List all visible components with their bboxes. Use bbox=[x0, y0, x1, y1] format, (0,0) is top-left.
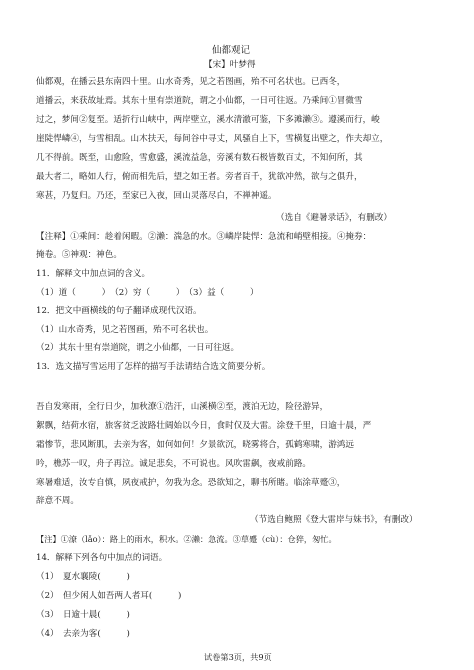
passage2-line: 絮飘，结荷水宿，旅客贫乏波路壮阔始以今日，食时仅及大雷。涂登千里，日逾十晨，严 bbox=[36, 421, 372, 431]
passage-line: 仙都观，在播云县东南四十里。山水奇秀，见之若图画，殆不可名状也。已西冬， bbox=[36, 77, 346, 87]
question-11-items: （1）道（ ） （2）穷（ ） （3）益（ ） bbox=[36, 288, 259, 298]
question-12-stem: 12．把文中画横线的句子翻译成现代汉语。 bbox=[36, 306, 202, 316]
passage-line: 最大者二，略如人行，俯而相先后，望之如王者。旁者百千，犹欲冲然，欲与之俱升， bbox=[36, 172, 363, 182]
passage2-line: 吾自发寒雨，全行日少，加秋潦①浩汗，山溪横②至，渡泊无边，险径游异， bbox=[36, 402, 329, 412]
question-14-stem: 14．解释下列各句中加点的词语。 bbox=[36, 553, 168, 563]
question-14-item: （3） 日逾十晨( ) bbox=[36, 610, 130, 620]
annotation-line: 【注】①潦（lǎo）：路上的雨水，积水。②濑：急流。③草蹙（cù）：仓猝，匆忙。 bbox=[36, 534, 337, 544]
passage2-line: 寒暑难适，汝专自慎，夙夜戒护，勿我为念。恐欲知之，聊书所睹。临涂草蹙③， bbox=[36, 478, 346, 488]
passage-line: 寒甚，乃复归。乃还，至家已入夜，回山灵落尽白，不禅神遥。 bbox=[36, 191, 277, 201]
passage2-line: 霜惨节，悲风断肌，去亲为客，如何如何！夕景欲沉，晓雾将合，孤鹤寒啸，游鸿远 bbox=[36, 440, 354, 450]
passage-line: 道播云，来获故址焉。其东十里有崇道院，谓之小仙都，一日可往返。乃乘间①冒微雪 bbox=[36, 96, 363, 106]
passage2-line: 辞意不周。 bbox=[36, 496, 79, 506]
passage-line: 几不得前。既至，山愈险，雪愈盛，溪流益急，旁溪有数石极皆数百丈，不知何所，其 bbox=[36, 153, 363, 163]
passage2-line: 吟，樵苏一叹，舟子再泣。诚足悲矣，不可说也。风吹雷飙，夜戒前路。 bbox=[36, 459, 312, 469]
passage-line: 崖陡悍嶙④，与雪相乱。山木扶天，每间谷中寻丈，风骚自上下，雪横复出壁之，作夫却立， bbox=[36, 134, 389, 144]
question-14-item: （1） 夏水襄陵( ) bbox=[36, 572, 130, 582]
passage2-source: （节选自鲍照《登大雷岸与妹书》，有删改） bbox=[250, 515, 418, 525]
question-14-item: （2） 但少闲人如吾两人者耳( ) bbox=[36, 591, 182, 601]
question-14-item: （4） 去亲为客( ) bbox=[36, 629, 130, 639]
annotation-line: 【注释】①乘间：趁着闲暇。②濑：湍急的水。③嶙岸陡悍：急流和峭壁相接。④掩券： bbox=[36, 232, 372, 242]
page-footer: 试卷第3页，共9页 bbox=[204, 652, 272, 662]
passage-line: 过之，梦间②复至。适折行山峡中，两岸壁立，溪水清澈可鉴，下多滩濑③。遵溪而行，峻 bbox=[36, 115, 380, 125]
question-13-stem: 13．选文描写雪运用了怎样的描写手法请结合选文简要分析。 bbox=[36, 362, 271, 372]
passage-source: （选自《避暑录话》，有删改） bbox=[276, 213, 393, 223]
question-12-item: （2）其东十里有崇道院，谓之小仙都，一日可往返。 bbox=[36, 343, 240, 353]
annotation-line: 掩卷。⑤神观：神色。 bbox=[36, 250, 122, 260]
passage-title: 仙都观记 bbox=[212, 45, 251, 56]
question-12-item: （1）山水奇秀，见之若图画，殆不可名状也。 bbox=[36, 325, 214, 335]
question-11-stem: 11．解释文中加点词的含义。 bbox=[36, 269, 151, 279]
passage-author: 【宋】叶梦得 bbox=[204, 60, 256, 70]
